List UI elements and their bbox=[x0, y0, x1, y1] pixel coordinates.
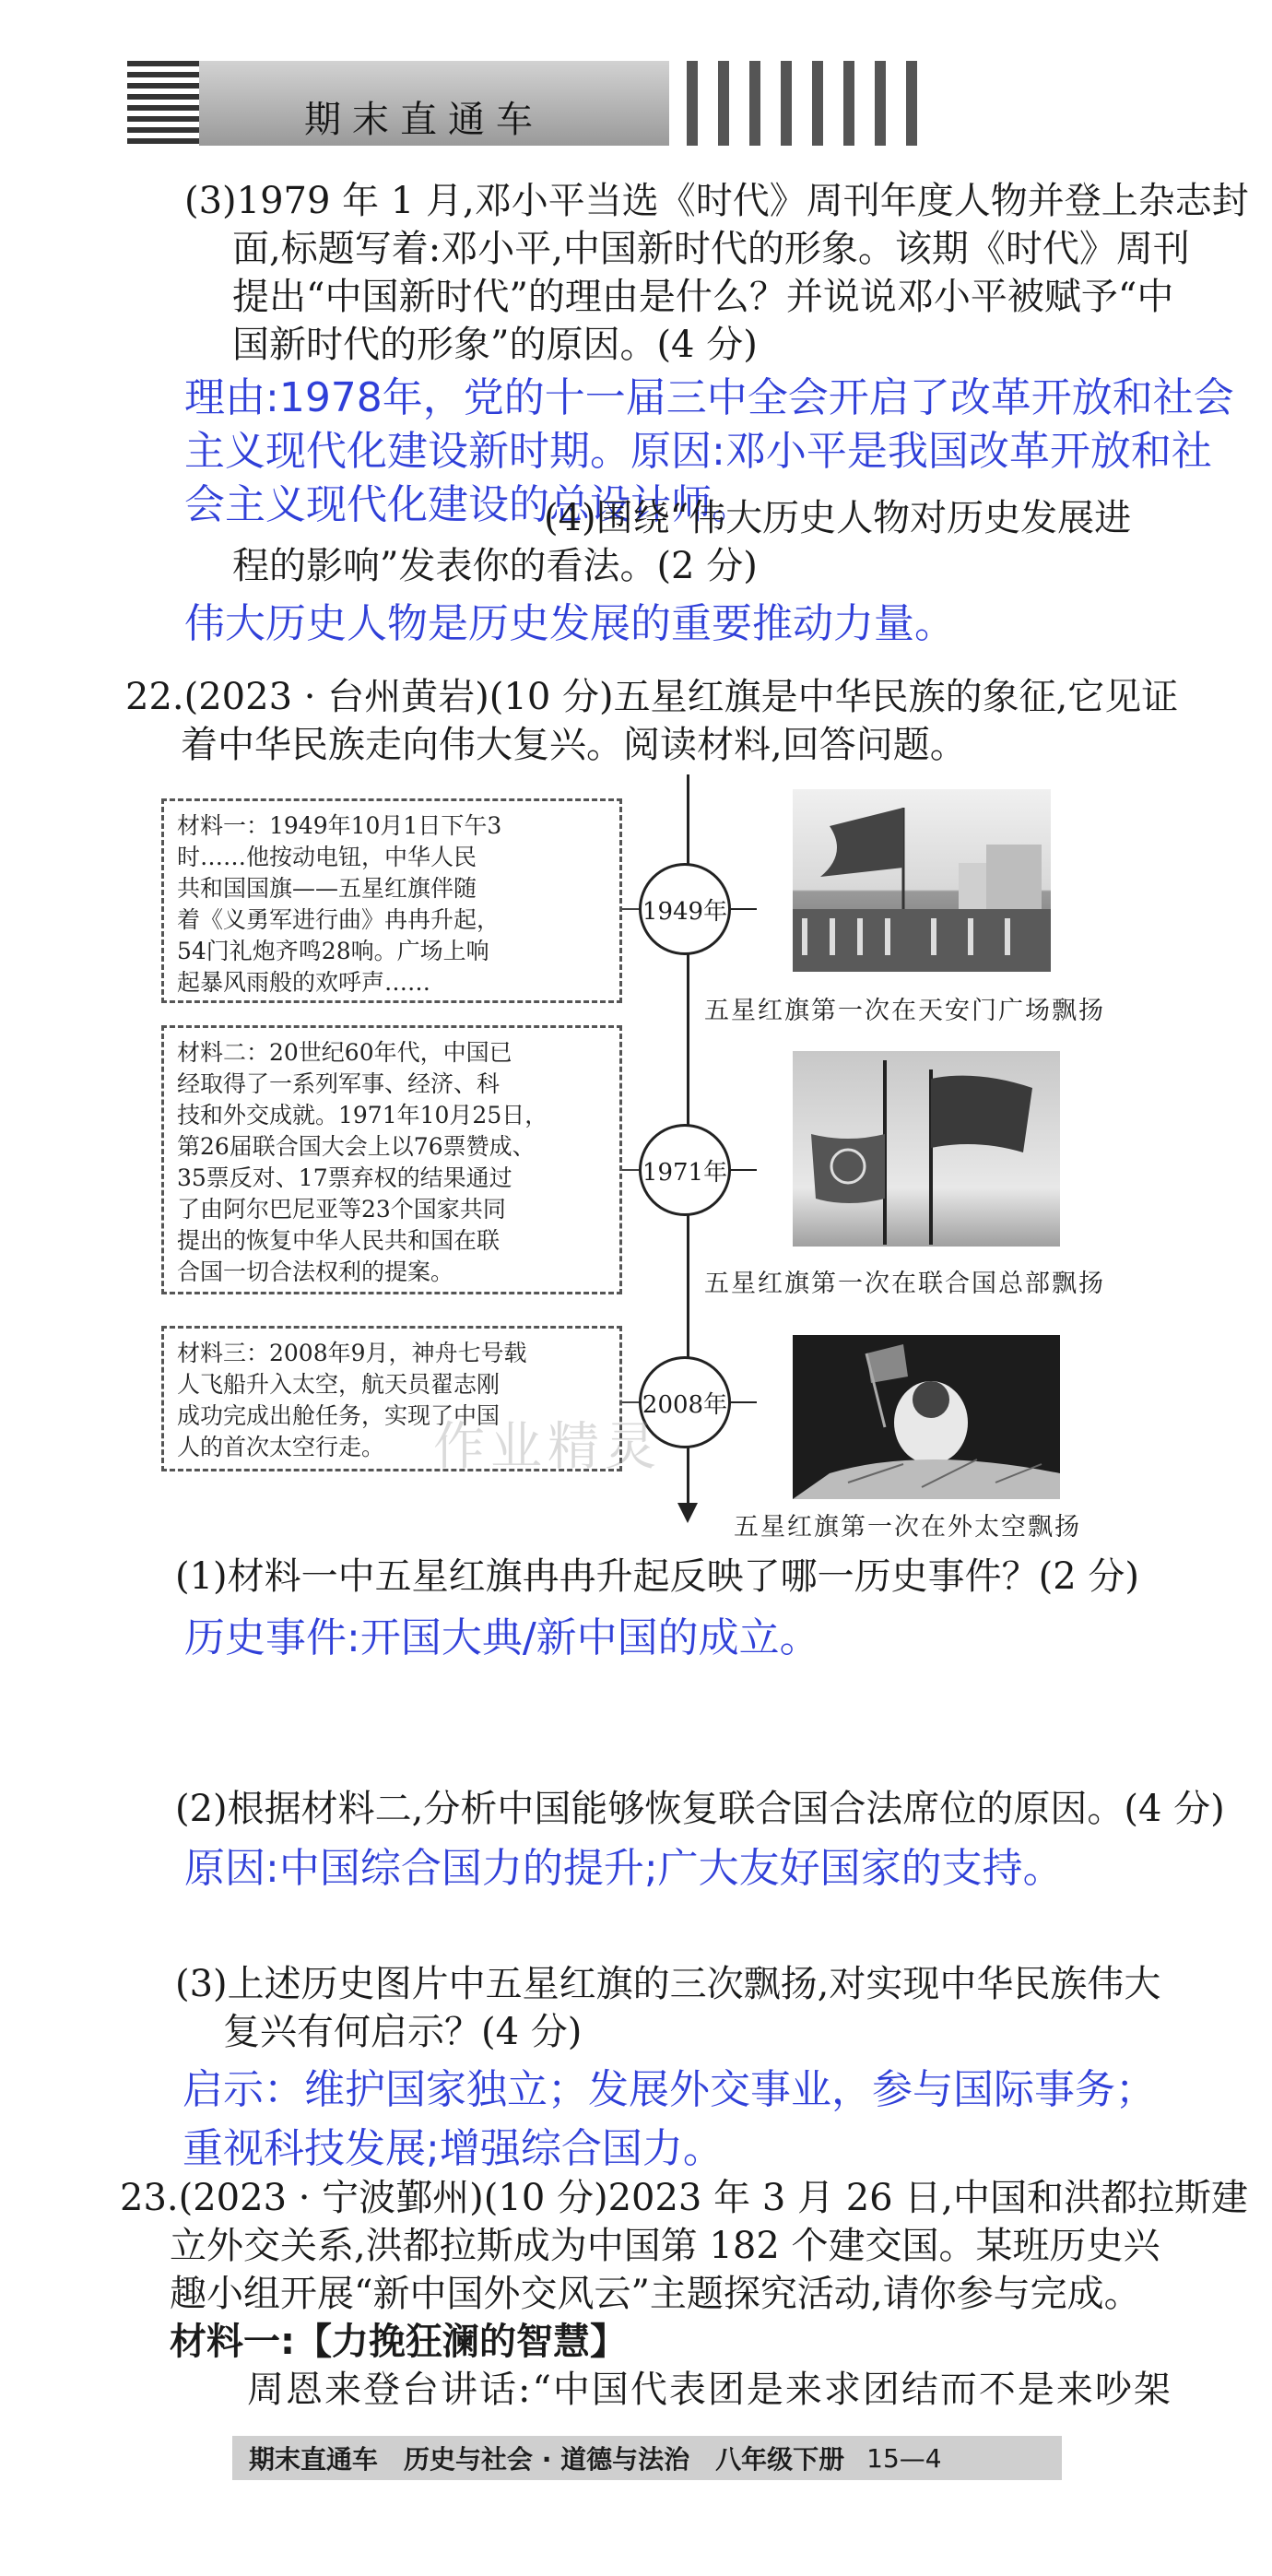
watermark: 作业精灵 bbox=[433, 1417, 662, 1477]
q22-p3-line: (3)上述历史图片中五星红旗的三次飘扬,对实现中华民族伟大 bbox=[175, 1963, 1161, 2005]
year-node-1949 bbox=[639, 863, 731, 955]
q21-part3-question bbox=[184, 177, 1249, 369]
answer-line: 会主义现代化建设的总设计师。 bbox=[184, 481, 752, 528]
q21-part4-question bbox=[184, 494, 1131, 590]
material-line: 54门礼炮齐鸣28响。广场上响 bbox=[177, 938, 489, 964]
material-line: 35票反对、17票弃权的结果通过 bbox=[177, 1164, 512, 1191]
year-label: 1949年 bbox=[642, 897, 728, 926]
material-line: 了由阿尔巴尼亚等23个国家共同 bbox=[177, 1196, 506, 1223]
photo-spacewalk-flag bbox=[793, 1335, 1060, 1499]
q22-part2-question: (2)根据材料二,分析中国能够恢复联合国合法席位的原因。(4 分) bbox=[175, 1788, 1225, 1830]
q21-p4-line: (4)围绕“伟大历史人物对历史发展进 bbox=[544, 497, 1132, 539]
q21-p3-line: (3)1979 年 1 月,邓小平当选《时代》周刊年度人物并登上杂志封 bbox=[184, 180, 1249, 222]
material-line: 起暴风雨般的欢呼声…… bbox=[177, 969, 431, 996]
timeline-arrow-icon bbox=[677, 1503, 698, 1523]
answer-line: 重视科技发展;增强综合国力。 bbox=[183, 2125, 724, 2172]
material-line: 技和外交成就。1971年10月25日， bbox=[177, 1102, 548, 1128]
answer-line: 理由:1978年，党的十一届三中全会开启了改革开放和社会 bbox=[184, 374, 1234, 421]
material-line: 经取得了一系列军事、经济、科 bbox=[177, 1070, 501, 1097]
photo-caption-2: 五星红旗第一次在联合国总部飘扬 bbox=[704, 1270, 1105, 1298]
q23-intro-line: 趣小组开展“新中国外交风云”主题探究活动,请你参与完成。 bbox=[170, 2273, 1141, 2315]
q21-p4-line: 程的影响”发表你的看法。(2 分) bbox=[232, 545, 758, 587]
material-line: 材料二：20世纪60年代，中国已 bbox=[177, 1039, 512, 1066]
arrow-to-photo-3 bbox=[731, 1401, 757, 1403]
material-line: 提出的恢复中华人民共和国在联 bbox=[177, 1227, 501, 1254]
material-line: 人的首次太空行走。 bbox=[177, 1434, 385, 1460]
q23-material-title: 材料一:【力挽狂澜的智慧】 bbox=[170, 2321, 627, 2363]
header-title: 期末直通车 bbox=[304, 99, 544, 141]
material-line: 时……他按动电钮，中华人民 bbox=[177, 844, 477, 870]
footer-page: 15—4 bbox=[866, 2442, 942, 2474]
year-label: 1971年 bbox=[642, 1158, 728, 1187]
photo-un-flag bbox=[793, 1051, 1060, 1247]
year-node-1971 bbox=[639, 1124, 731, 1216]
connector-3 bbox=[622, 1401, 641, 1403]
q21-part4-answer: 伟大历史人物是历史发展的重要推动力量。 bbox=[184, 600, 955, 647]
material-box-2 bbox=[161, 1025, 622, 1294]
material-line: 成功完成出舱任务，实现了中国 bbox=[177, 1402, 501, 1429]
material-line: 合国一切合法权利的提案。 bbox=[177, 1258, 454, 1285]
material-line: 第26届联合国大会上以76票赞成、 bbox=[177, 1133, 536, 1160]
q23-material-text: 周恩来登台讲话:“中国代表团是来求团结而不是来吵架 bbox=[247, 2369, 1172, 2411]
photo-tiananmen-flag bbox=[793, 789, 1051, 972]
q23-intro-line: 23.(2023 · 宁波鄞州)(10 分)2023 年 3 月 26 日,中国和洪都拉斯建 bbox=[120, 2177, 1249, 2219]
connector-1 bbox=[622, 908, 641, 910]
photo-caption-1: 五星红旗第一次在天安门广场飘扬 bbox=[704, 997, 1105, 1025]
q22-part3-answer bbox=[183, 2063, 1156, 2176]
q23-intro-line: 立外交关系,洪都拉斯成为中国第 182 个建交国。某班历史兴 bbox=[170, 2225, 1160, 2267]
q22-intro-line: 着中华民族走向伟大复兴。阅读材料,回答问题。 bbox=[181, 724, 967, 766]
header-stripes-right bbox=[687, 61, 931, 146]
q21-p3-line: 国新时代的形象”的原因。(4 分) bbox=[232, 324, 758, 366]
q22-part1-question: (1)材料一中五星红旗冉冉升起反映了哪一历史事件？(2 分) bbox=[175, 1555, 1140, 1598]
header-stripes-left bbox=[127, 61, 199, 146]
arrow-to-photo-1 bbox=[731, 908, 757, 910]
material-line: 材料三：2008年9月，神舟七号载 bbox=[177, 1340, 527, 1366]
material-line: 人飞船升入太空，航天员翟志刚 bbox=[177, 1371, 501, 1398]
material-line: 着《义勇军进行曲》冉冉升起， bbox=[177, 906, 501, 933]
material-line: 共和国国旗——五星红旗伴随 bbox=[177, 875, 477, 902]
q23-intro bbox=[120, 2174, 1248, 2318]
q21-p3-line: 提出“中国新时代”的理由是什么？并说说邓小平被赋予“中 bbox=[232, 276, 1174, 318]
q21-p3-line: 面,标题写着:邓小平,中国新时代的形象。该期《时代》周刊 bbox=[232, 228, 1190, 270]
year-label: 2008年 bbox=[642, 1390, 728, 1419]
q22-intro-line: 22.(2023 · 台州黄岩)(10 分)五星红旗是中华民族的象征,它见证 bbox=[125, 676, 1179, 718]
arrow-to-photo-2 bbox=[731, 1169, 757, 1171]
answer-line: 主义现代化建设新时期。原因:邓小平是我国改革开放和社 bbox=[184, 428, 1212, 475]
material-line: 材料一：1949年10月1日下午3 bbox=[177, 812, 502, 839]
answer-line: 启示：维护国家独立；发展外交事业，参与国际事务； bbox=[183, 2066, 1156, 2113]
footer-text: 期末直通车 历史与社会 · 道德与法治 八年级下册 bbox=[249, 2444, 845, 2475]
photo-caption-3: 五星红旗第一次在外太空飘扬 bbox=[734, 1513, 1081, 1542]
material-box-1 bbox=[161, 798, 622, 1003]
q22-intro bbox=[125, 673, 1178, 769]
q22-part3-question bbox=[175, 1960, 1160, 2056]
footer-bar bbox=[232, 2436, 1062, 2480]
connector-2 bbox=[622, 1169, 641, 1171]
q22-part1-answer: 历史事件:开国大典/新中国的成立。 bbox=[184, 1614, 820, 1661]
q22-part2-answer: 原因:中国综合国力的提升;广大友好国家的支持。 bbox=[184, 1845, 1064, 1892]
q22-p3-line: 复兴有何启示？(4 分) bbox=[223, 2011, 583, 2053]
